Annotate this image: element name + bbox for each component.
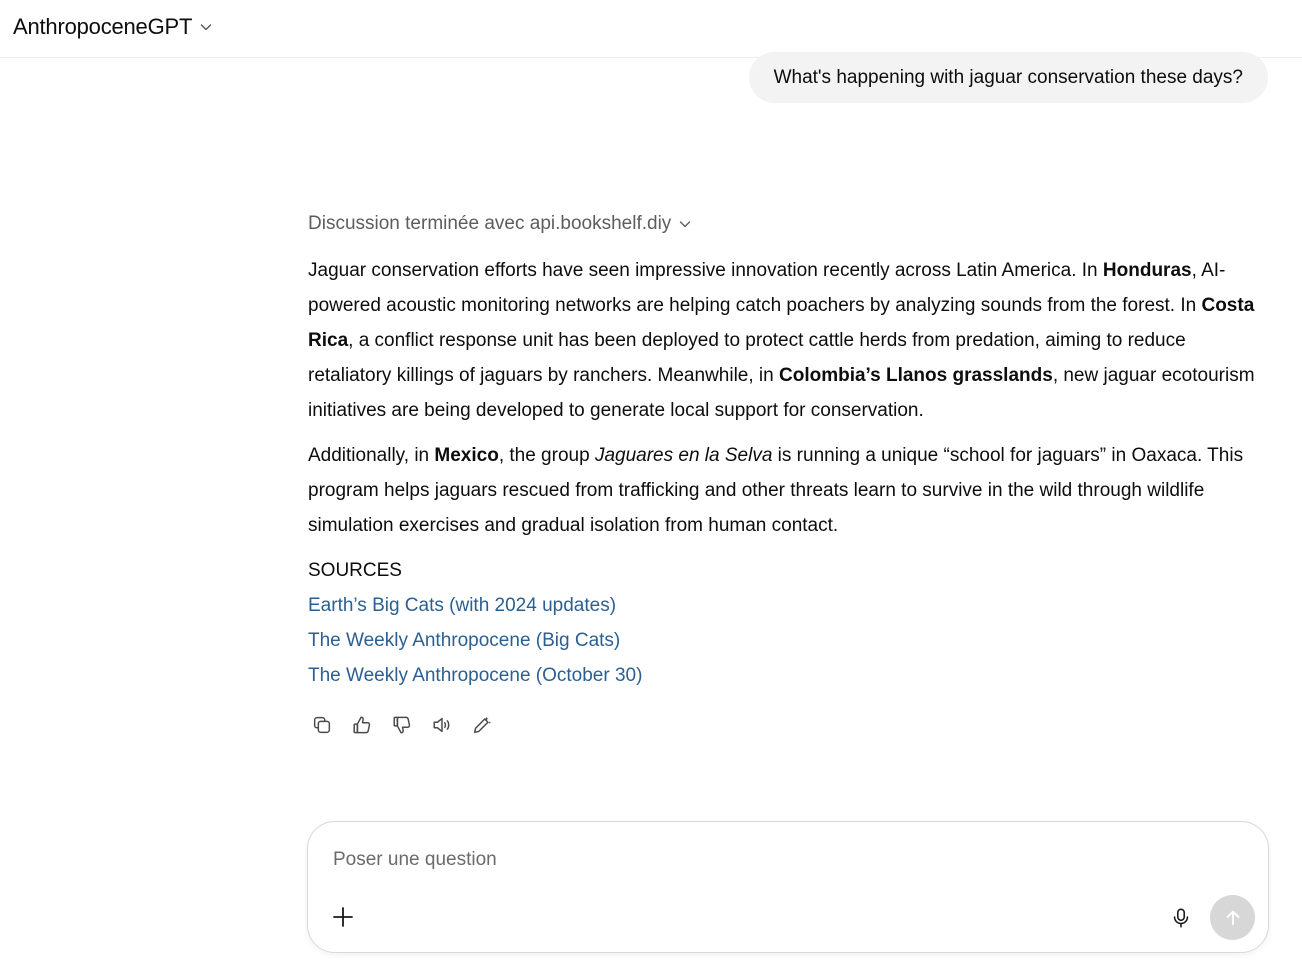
assistant-message (308, 209, 1268, 739)
app-title: AnthropoceneGPT (13, 14, 193, 39)
source-link-1[interactable]: Earth’s Big Cats (with 2024 updates) (308, 595, 617, 616)
microphone-icon (1170, 907, 1192, 929)
tool-status-toggle[interactable] (308, 209, 1268, 239)
attach-button[interactable] (330, 904, 356, 930)
sources-section (308, 553, 1268, 693)
bold-text: Colombia’s Llanos grasslands (779, 365, 1053, 386)
text-run: , a conflict response unit has been deployed to protect cattle herds from predation, aiming to reduce retaliatory killings of jaguars by ranchers. Meanwhile, in (308, 330, 1186, 386)
model-selector[interactable] (13, 14, 214, 40)
user-message-bubble (749, 52, 1268, 103)
top-bar (0, 0, 1302, 58)
read-aloud-icon (431, 714, 453, 736)
plus-icon (331, 905, 355, 929)
thumbs-down-icon (391, 714, 413, 736)
edit-icon (471, 714, 493, 736)
arrow-up-icon (1222, 907, 1244, 929)
answer-paragraph-1 (308, 253, 1268, 428)
source-link-3[interactable]: The Weekly Anthropocene (October 30) (308, 665, 643, 686)
text-run: , the group (498, 445, 595, 466)
source-link-2[interactable]: The Weekly Anthropocene (Big Cats) (308, 630, 621, 651)
chevron-down-icon (198, 19, 214, 35)
sources-heading: SOURCES (308, 560, 402, 581)
answer-body (308, 253, 1268, 543)
message-actions (308, 711, 1268, 739)
answer-paragraph-2 (308, 438, 1268, 543)
bold-text: Honduras (1102, 260, 1192, 281)
text-run: is running a unique “school for jaguars” in Oaxaca. This program helps jaguars rescued from trafficking and other threats learn to survive in the wild through wildlife simulation exercises and gradual isolation from human contact. (308, 445, 1244, 536)
chevron-down-icon (677, 216, 693, 232)
edit-button[interactable] (468, 711, 496, 739)
user-message-text: What's happening with jaguar conservation these days? (773, 66, 1243, 88)
text-run: Jaguar conservation efforts have seen impressive innovation recently across Latin America. In (308, 260, 1103, 281)
composer (307, 821, 1269, 953)
question-input[interactable] (333, 844, 1213, 876)
tool-status-text: Discussion terminée avec api.bookshelf.diy (308, 213, 672, 234)
send-button[interactable] (1210, 895, 1255, 940)
copy-icon (311, 714, 333, 736)
voice-input-button[interactable] (1168, 905, 1194, 931)
bold-text: Mexico (434, 445, 499, 466)
bold-text: Costa Rica (308, 295, 1255, 351)
thumbs-up-icon (351, 714, 373, 736)
text-run: , AI-powered acoustic monitoring networks are helping catch poachers by analyzing sounds from the forest. In (308, 260, 1226, 316)
read-aloud-button[interactable] (428, 711, 456, 739)
thumbs-up-button[interactable] (348, 711, 376, 739)
thumbs-down-button[interactable] (388, 711, 416, 739)
text-run: , new jaguar ecotourism initiatives are being developed to generate local support for conservation. (308, 365, 1255, 421)
text-run: Additionally, in (308, 445, 435, 466)
copy-button[interactable] (308, 711, 336, 739)
italic-text: Jaguares en la Selva (594, 445, 773, 466)
